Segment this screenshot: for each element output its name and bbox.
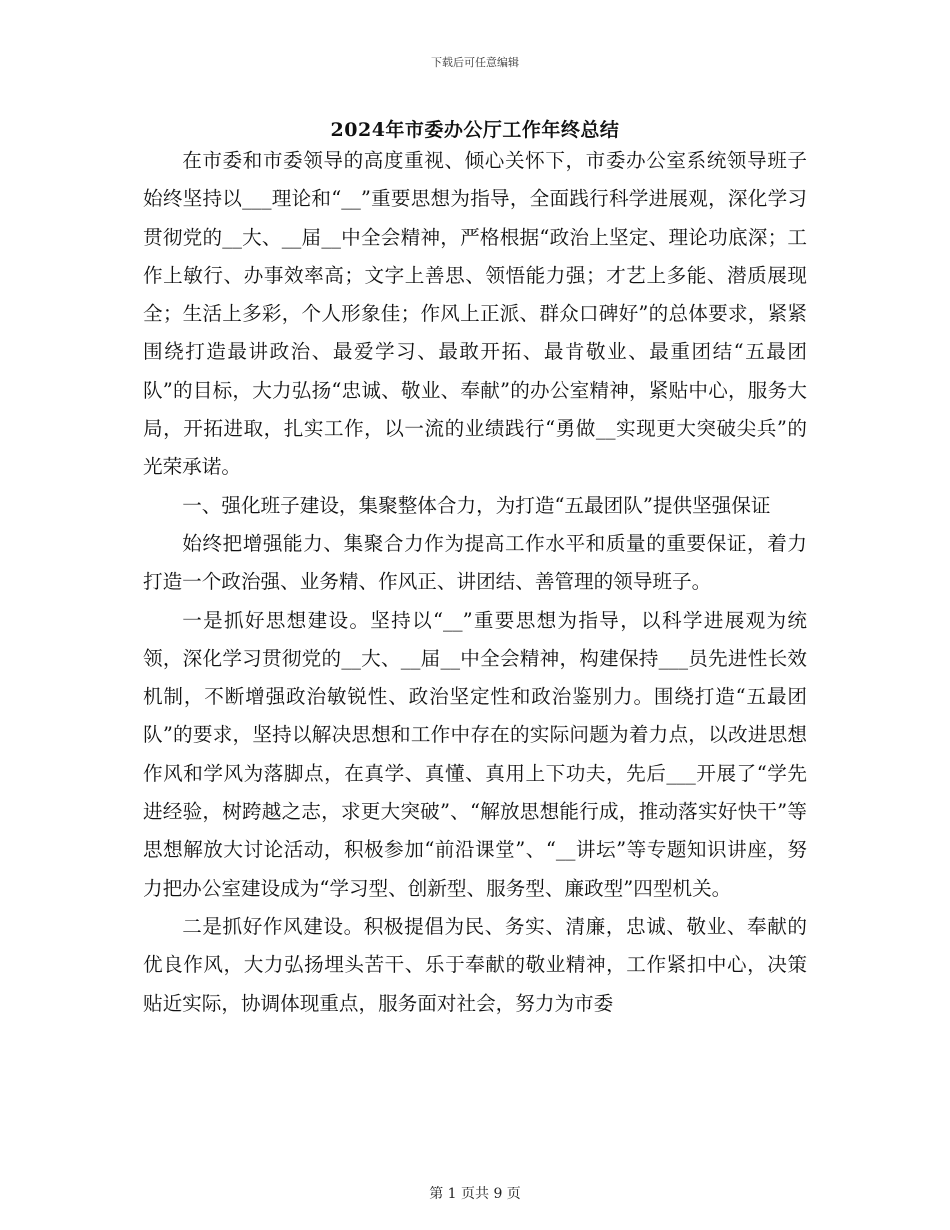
document-body (143, 142, 807, 1023)
paragraph-work-style-building: 二是抓好作风建设。积极提倡为民、务实、清廉，忠诚、敬业、奉献的优良作风，大力弘扬埋头苦干、乐于奉献的敬业精神，工作紧扣中心，决策贴近实际，协调体现重点，服务面对社会，努力为市委 (143, 914, 807, 1015)
paragraph-intro: 在市委和市委领导的高度重视、倾心关怀下，市委办公室系统领导班子始终坚持以___理论和“__”重要思想为指导，全面践行科学进展观，深化学习贯彻党的__大、__届__中全会精神，严格根据“政治上坚定、理论功底深；工作上敏行、办事效率高；文字上善思、领悟能力强；才艺上多能、潜质展现全；生活上多彩，个人形象佳；作风上正派、群众口碑好”的总体要求，紧紧围绕打造最讲政治、最爱学习、最敢开拓、最肯敬业、最重团结“五最团队”的目标，大力弘扬“忠诚、敬业、奉献”的办公室精神，紧贴中心，服务大局，开拓进取，扎实工作，以一流的业绩践行“勇做__实现更大突破尖兵”的光荣承诺。 (143, 149, 807, 479)
section-heading-1: 一、强化班子建设，集聚整体合力，为打造“五最团队”提供坚强保证 (182, 493, 771, 517)
page-number: 第 1 页共 9 页 (429, 1186, 521, 1202)
paragraph-section-1-summary: 始终把增强能力、集聚合力作为提高工作水平和质量的重要保证，着力打造一个政治强、业务精、作风正、讲团结、善管理的领导班子。 (143, 531, 807, 594)
paragraph-ideological-building: 一是抓好思想建设。坚持以“__”重要思想为指导，以科学进展观为统领，深化学习贯彻党的__大、__届__中全会精神，构建保持___员先进性长效机制，不断增强政治敏锐性、政治坚定性和政治鉴别力。围绕打造“五最团队”的要求，坚持以解决思想和工作中存在的实际问题为着力点，以改进思想作风和学风为落脚点，在真学、真懂、真用上下功夫，先后___开展了“学先进经验，树跨越之志，求更大突破”、“解放思想能行成，推动落实好快干”等思想解放大讨论活动，积极参加“前沿课堂”、“__讲坛”等专题知识讲座，努力把办公室建设成为“学习型、创新型、服务型、廉政型”四型机关。 (143, 608, 807, 900)
page-header-note: 下载后可任意编辑 (431, 56, 519, 69)
document-title: 2024年市委办公厅工作年终总结 (330, 119, 620, 141)
